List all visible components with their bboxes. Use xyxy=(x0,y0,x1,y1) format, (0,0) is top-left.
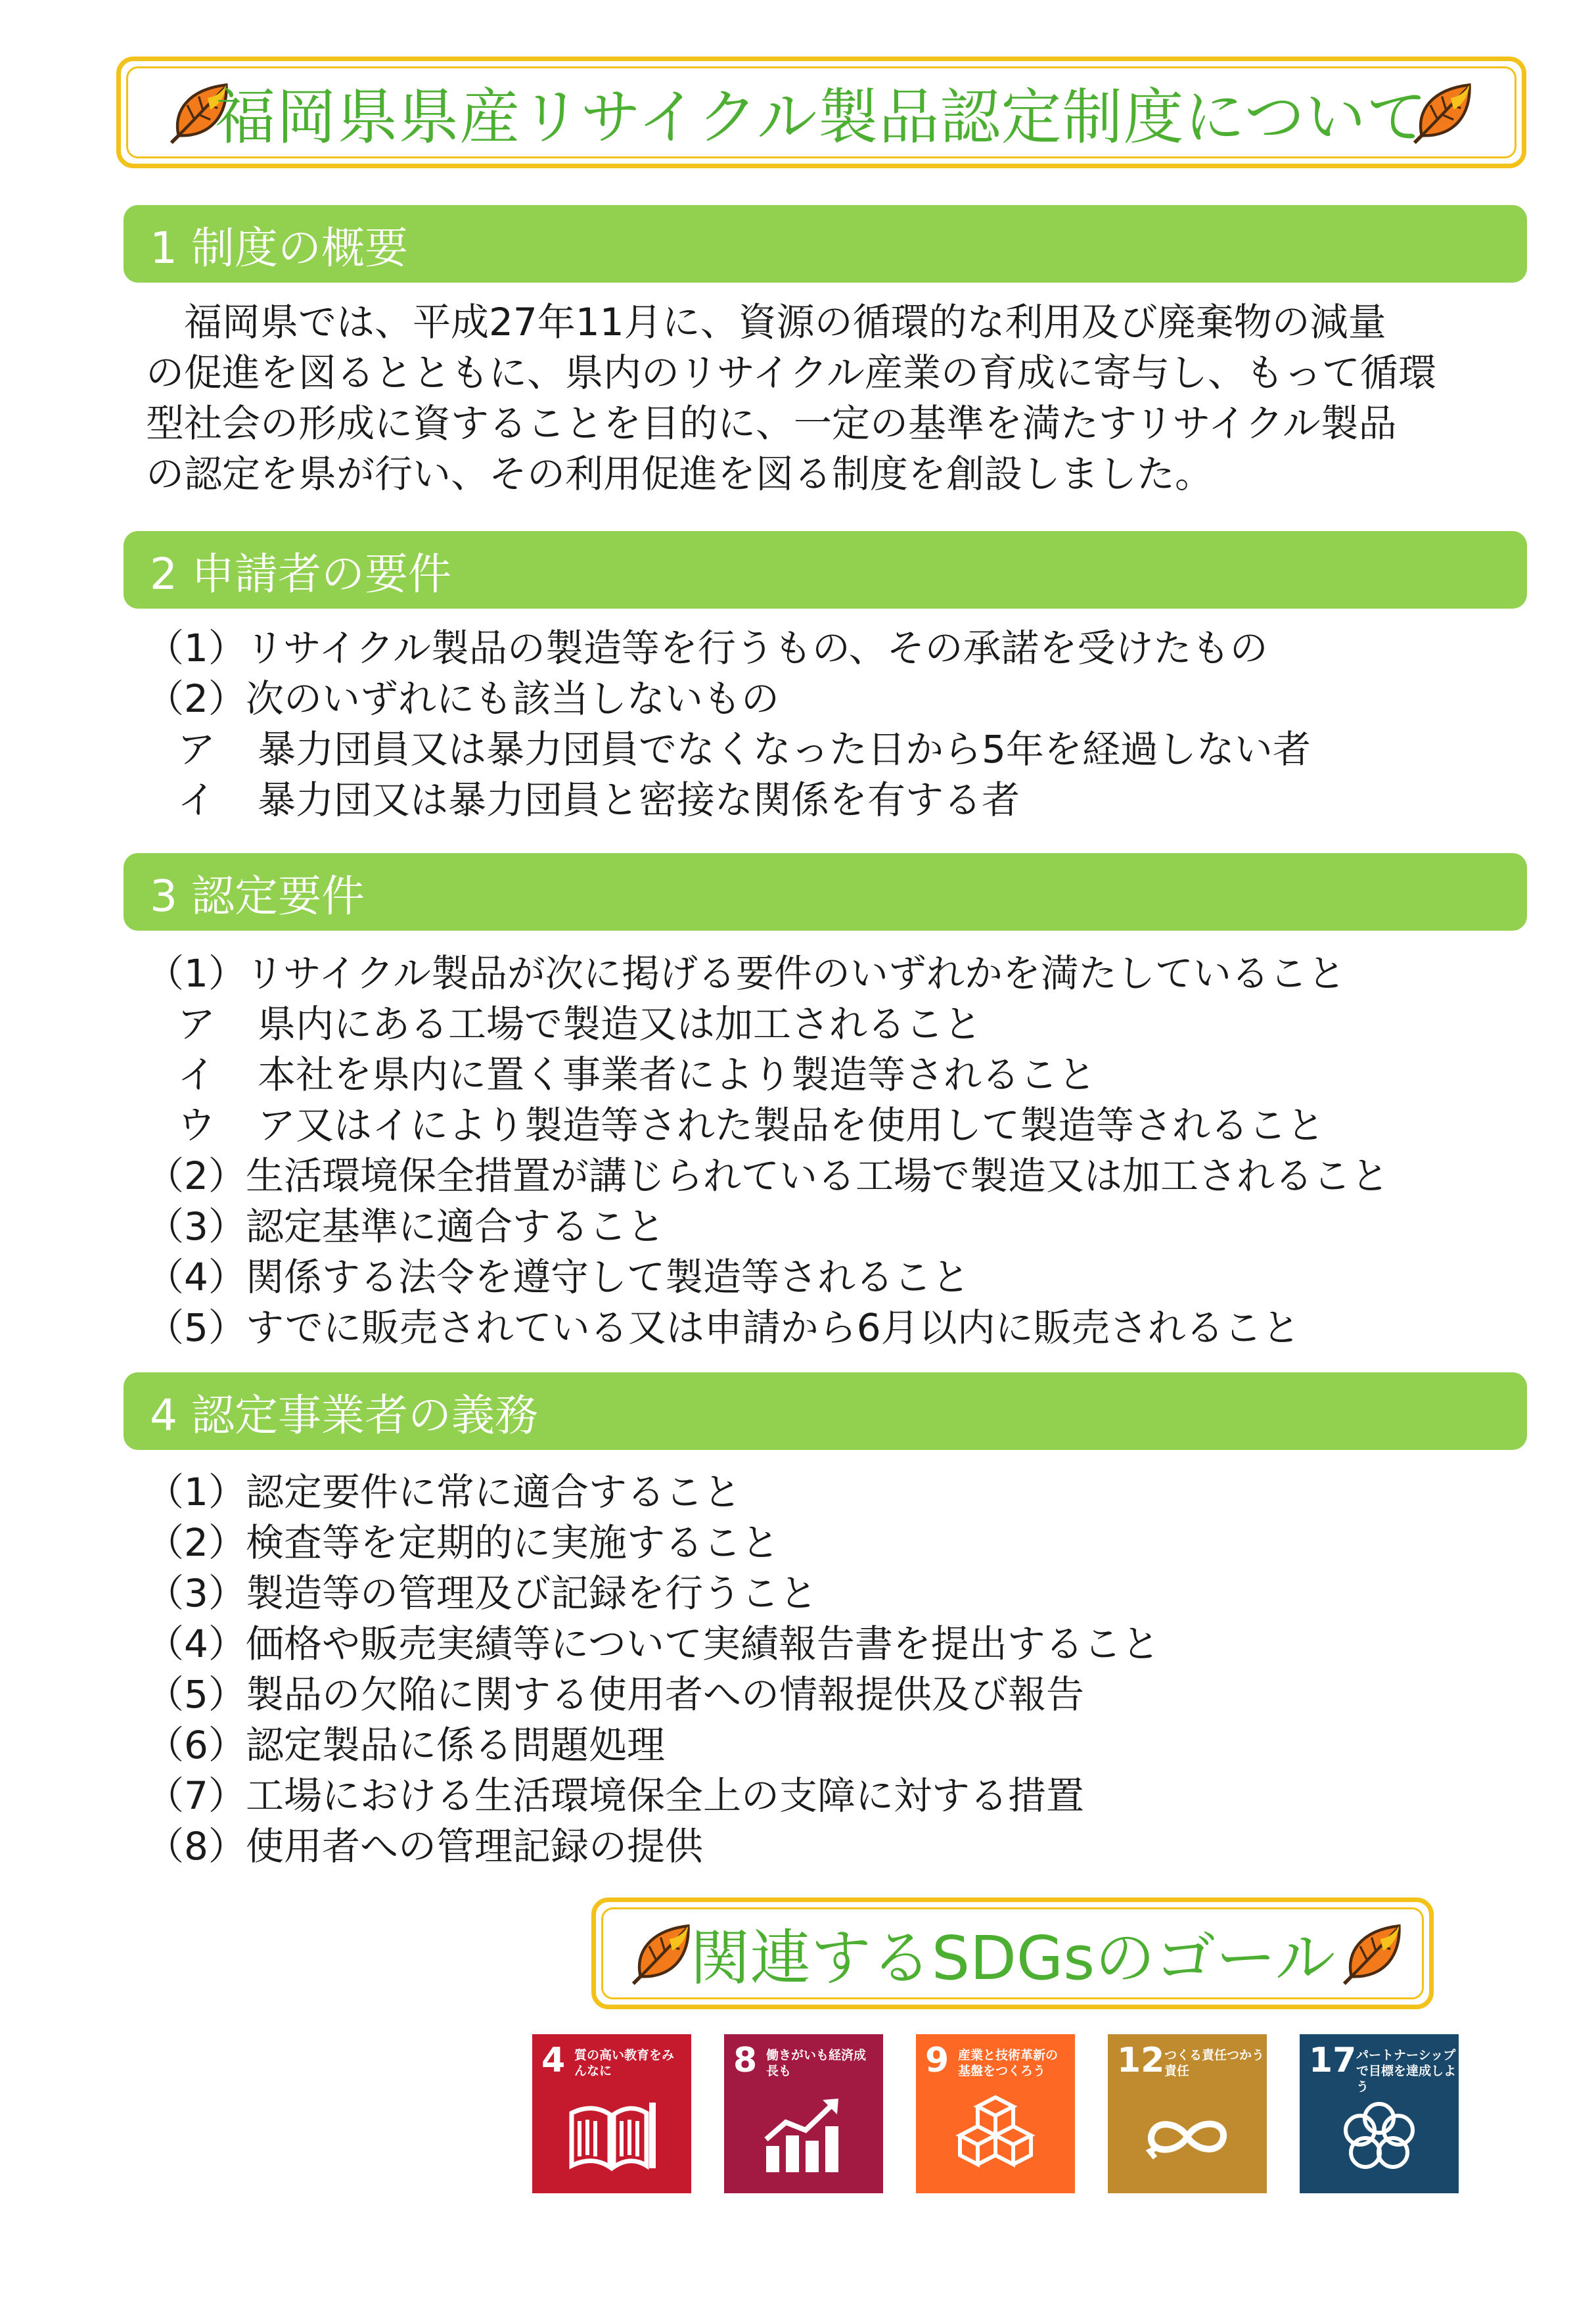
autumn-leaf-icon xyxy=(1338,1917,1411,1990)
autumn-leaf-icon xyxy=(627,1917,700,1990)
item-number: （3） xyxy=(146,1570,246,1616)
item-text: 次のいずれにも該当しないもの xyxy=(246,676,780,721)
section-heading-applicant: 2 申請者の要件 xyxy=(124,531,1527,609)
list-item xyxy=(146,1463,1526,1514)
item-number: ウ xyxy=(177,1102,216,1148)
infinity-icon xyxy=(1141,2093,1234,2179)
list-item xyxy=(146,1147,1526,1198)
sdg-goal-label: 働きがいも経済成長も xyxy=(766,2048,867,2078)
applicant-list xyxy=(146,619,1526,822)
autumn-leaf-icon xyxy=(1409,76,1481,149)
item-number: （4） xyxy=(146,1254,246,1299)
sdg-goal-label: パートナーシップで目標を達成しよう xyxy=(1356,2048,1457,2094)
item-text: 工場における生活環境保全上の支障に対する措置 xyxy=(246,1773,1085,1818)
item-number: （2） xyxy=(146,1520,246,1565)
item-text: すでに販売されている又は申請から6月以内に販売されること xyxy=(246,1305,1300,1350)
list-item xyxy=(146,944,1526,995)
sdg-goal-4-tile xyxy=(532,2034,691,2193)
list-item xyxy=(146,670,1526,720)
item-text: 価格や販売実績等について実績報告書を提出すること xyxy=(246,1621,1160,1666)
section-heading-overview: 1 制度の概要 xyxy=(124,205,1527,283)
list-item xyxy=(146,1767,1526,1817)
item-number: ア xyxy=(177,726,216,772)
list-item xyxy=(146,720,1526,771)
list-item xyxy=(146,1514,1526,1564)
item-text: 認定要件に常に適合すること xyxy=(246,1469,742,1514)
title-banner xyxy=(116,57,1526,168)
list-item xyxy=(146,1615,1526,1665)
item-number: （1） xyxy=(146,1469,246,1514)
overview-line: 型社会の形成に資することを目的に、一定の基準を満たすリサイクル製品 xyxy=(146,401,1397,446)
requirements-list xyxy=(146,944,1526,1349)
sdgs-title: 関連するSDGsのゴール xyxy=(689,1923,1336,1993)
item-text: 認定製品に係る問題処理 xyxy=(246,1722,666,1767)
sdg-goal-number: 12 xyxy=(1117,2041,1165,2080)
item-number: （2） xyxy=(146,676,246,721)
sdg-goal-number: 17 xyxy=(1309,2041,1357,2080)
item-number: （8） xyxy=(146,1823,246,1869)
item-text: 県内にある工場で製造又は加工されること xyxy=(258,1001,982,1046)
section-heading-obligations: 4 認定事業者の義務 xyxy=(124,1372,1527,1450)
item-text: 製造等の管理及び記録を行うこと xyxy=(246,1570,818,1616)
book-icon xyxy=(565,2093,658,2179)
item-text: 検査等を定期的に実施すること xyxy=(246,1520,780,1565)
sdg-goal-label: 産業と技術革新の基盤をつくろう xyxy=(958,2048,1059,2078)
list-item xyxy=(146,619,1526,670)
list-item xyxy=(146,771,1526,822)
item-number: （6） xyxy=(146,1722,246,1767)
list-item xyxy=(146,1665,1526,1716)
item-text: 本社を県内に置く事業者により製造等されること xyxy=(258,1052,1097,1097)
rings-icon xyxy=(1333,2093,1426,2179)
item-text: 使用者への管理記録の提供 xyxy=(246,1823,704,1869)
list-item xyxy=(146,1198,1526,1248)
item-text: 暴力団又は暴力団員と密接な関係を有する者 xyxy=(258,777,1020,822)
overview-line: の認定を県が行い、その利用促進を図る制度を創設しました。 xyxy=(146,452,1214,496)
item-number: （7） xyxy=(146,1773,246,1818)
sdg-goal-label: つくる責任つかう責任 xyxy=(1164,2048,1265,2078)
overview-line: 福岡県では、平成27年11月に、資源の循環的な利用及び廃棄物の減量 xyxy=(146,300,1386,344)
sdg-goal-label: 質の高い教育をみんなに xyxy=(574,2048,675,2078)
list-item xyxy=(146,1299,1526,1349)
item-number: （4） xyxy=(146,1621,246,1666)
obligations-list xyxy=(146,1463,1526,1868)
sdg-goal-17-tile xyxy=(1300,2034,1459,2193)
item-number: （3） xyxy=(146,1203,246,1249)
sdgs-banner xyxy=(591,1898,1434,2009)
sdg-goal-number: 9 xyxy=(925,2041,949,2080)
page-title: 福岡県県産リサイクル製品認定制度について xyxy=(215,82,1428,152)
item-number: イ xyxy=(177,777,216,822)
sdg-goal-9-tile xyxy=(916,2034,1075,2193)
sdg-goal-number: 4 xyxy=(541,2041,566,2080)
item-number: （5） xyxy=(146,1305,246,1350)
item-text: 生活環境保全措置が講じられている工場で製造又は加工されること xyxy=(246,1153,1390,1198)
item-number: （1） xyxy=(146,950,246,996)
item-number: （2） xyxy=(146,1153,246,1198)
item-text: リサイクル製品が次に掲げる要件のいずれかを満たしていること xyxy=(246,950,1346,996)
overview-line: の促進を図るとともに、県内のリサイクル産業の育成に寄与し、もって循環 xyxy=(146,350,1436,395)
item-text: 認定基準に適合すること xyxy=(246,1203,666,1249)
sdg-goal-8-tile xyxy=(724,2034,883,2193)
list-item xyxy=(146,1248,1526,1299)
sdg-goal-12-tile xyxy=(1108,2034,1267,2193)
list-item xyxy=(146,1716,1526,1767)
item-number: ア xyxy=(177,1001,216,1046)
list-item xyxy=(146,1817,1526,1868)
sdg-goal-number: 8 xyxy=(733,2041,758,2080)
overview-paragraph xyxy=(146,297,1493,500)
autumn-leaf-icon xyxy=(166,76,238,149)
list-item xyxy=(146,995,1526,1046)
section-heading-requirements: 3 認定要件 xyxy=(124,853,1527,931)
list-item xyxy=(146,1046,1526,1096)
item-text: リサイクル製品の製造等を行うもの、その承諾を受けたもの xyxy=(246,625,1268,670)
item-text: ア又はイにより製造等された製品を使用して製造等されること xyxy=(258,1102,1325,1148)
item-text: 製品の欠陥に関する使用者への情報提供及び報告 xyxy=(246,1671,1085,1717)
list-item xyxy=(146,1096,1526,1147)
item-number: イ xyxy=(177,1052,216,1097)
cubes-icon xyxy=(949,2093,1042,2179)
item-number: （1） xyxy=(146,625,246,670)
list-item xyxy=(146,1564,1526,1615)
growth-chart-icon xyxy=(757,2093,850,2179)
item-number: （5） xyxy=(146,1671,246,1717)
item-text: 関係する法令を遵守して製造等されること xyxy=(246,1254,970,1299)
item-text: 暴力団員又は暴力団員でなくなった日から5年を経過しない者 xyxy=(258,726,1311,772)
